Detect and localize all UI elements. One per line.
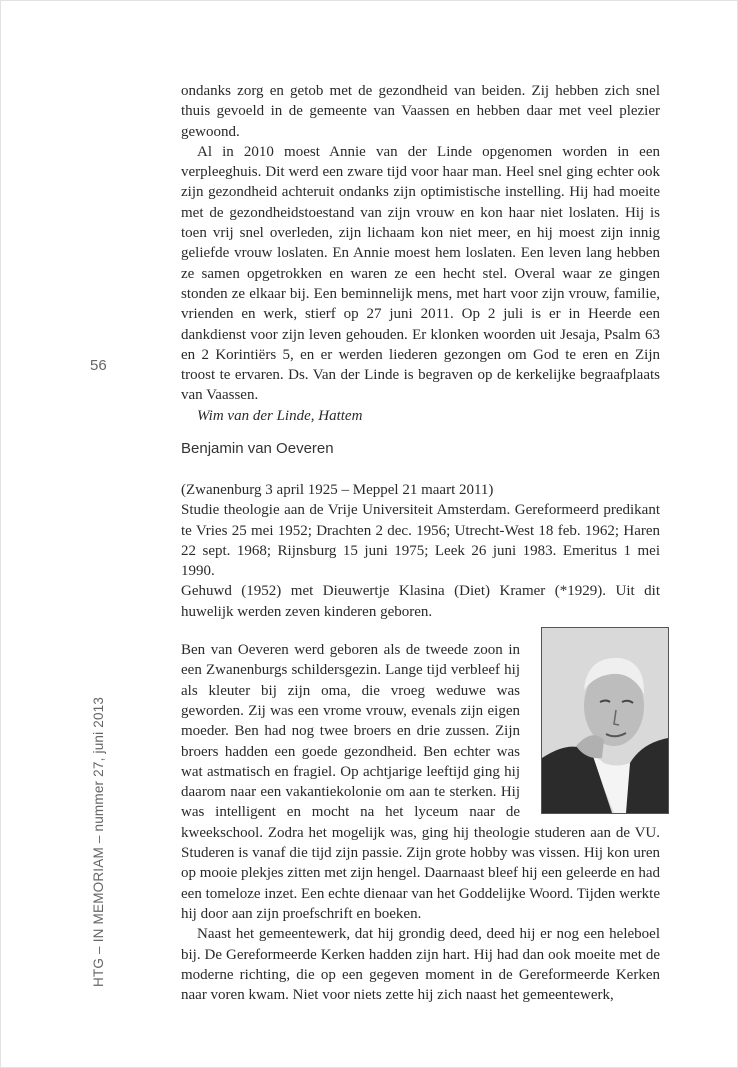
paragraph: Ben van Oeveren werd geboren als de tweede zoon in een Zwanenburgs schildersgezin. Lange tijd verbleef hij als kleuter bij zijn oma, die vroeg weduwe was geworden. Zij was een vrome vrouw, evenals zijn eigen moeder. Ben had nog twee broers en drie zussen. Zijn broers hadden een goede gezondheid. Ben echter was wat astmatisch en fragiel. Op achtjarige leeftijd ging hij daarom naar een vakantiekolonie om aan te sterken. Hij was intelligent en mocht na het lyceum naar de kweekschool. Zodra het mogelijk was, ging hij theologie studeren aan de VU. Studeren is vanaf die tijd zijn passie. Zijn grote hobby was vissen. Hij kon uren op mooie plekjes zitten met zijn hengel. Daarnaast bleef hij een geleerde en had een tomeloze inzet. Een echte dienaar van het Goddelijke Woord. Tijden werkte hij door aan zijn proefschrift en boeken.	[181, 642, 660, 922]
author-signature: Wim van der Linde, Hattem	[197, 407, 363, 424]
career-summary: Studie theologie aan de Vrije Universiteit Amsterdam. Gereformeerd predikant te Vries 25 mei 1952; Drachten 2 dec. 1956; Utrecht-West 18 feb. 1962; Haren 22 sept. 1968; Rijnsburg 15 juni 1975; Leek 26 juni 1983. Emeritus 1 mei 1990.	[181, 502, 660, 580]
portrait-photo-icon	[541, 627, 669, 814]
paragraph: Al in 2010 moest Annie van der Linde opgenomen worden in een verpleeghuis. Dit werd een zware tijd voor haar man. Heel snel ging echter ook zijn gezondheid achteruit ondanks zijn optimistische instelling. Hij had moeite met de gezondheidstoestand van zijn vrouw en kon haar niet loslaten. Hij is toen vrij snel overleden, zijn lichaam kon niet meer, en hij moest zijn innig geliefde vrouw loslaten. En Annie moest hem loslaten. Een leven lang hebben ze samen opgetrokken en waren ze een hecht stel. Overal waar ze gingen stonden ze elkaar bij. Een beminnelijk mens, met hart voor zijn vrouw, familie, vrienden en werk, stierf op 27 juni 2011. Op 2 juli is er in Heerde een dankdienst voor zijn leven gehouden. Er klonken woorden uit Jesaja, Psalm 63 en 2 Korintiërs 5, en er werden liederen gezongen om God te eren en Zijn troost te ervaren. Ds. Van der Linde is begraven op de kerkelijke begraafplaats van Vaassen.	[181, 143, 660, 404]
life-dates: (Zwanenburg 3 april 1925 – Meppel 21 maart 2011)	[181, 482, 494, 498]
paragraph: Naast het gemeentewerk, dat hij grondig deed, deed hij er nog een heleboel bij. De Gereformeerde Kerken hadden zijn hart. Hij had dan ook moeite met de moderne richting, die op een gegeven moment in de Gereformeerde Kerken naar voren kwam. Niet voor niets zette hij zich naast het gemeentewerk,	[181, 926, 660, 1004]
article-title: Benjamin van Oeveren	[181, 440, 334, 457]
running-head: HTG – IN MEMORIAM – nummer 27, juni 2013	[91, 696, 106, 987]
marriage-info: Gehuwd (1952) met Dieuwertje Klasina (Diet) Kramer (*1929). Uit dit huwelijk werden zeven kinderen geboren.	[181, 583, 660, 620]
paragraph: ondanks zorg en getob met de gezondheid van beiden. Zij hebben zich snel thuis gevoeld in de gemeente van Vaassen en hebben daar met veel plezier gewoond.	[181, 83, 660, 140]
previous-article-end	[181, 81, 660, 426]
page-number: 56	[90, 357, 107, 374]
